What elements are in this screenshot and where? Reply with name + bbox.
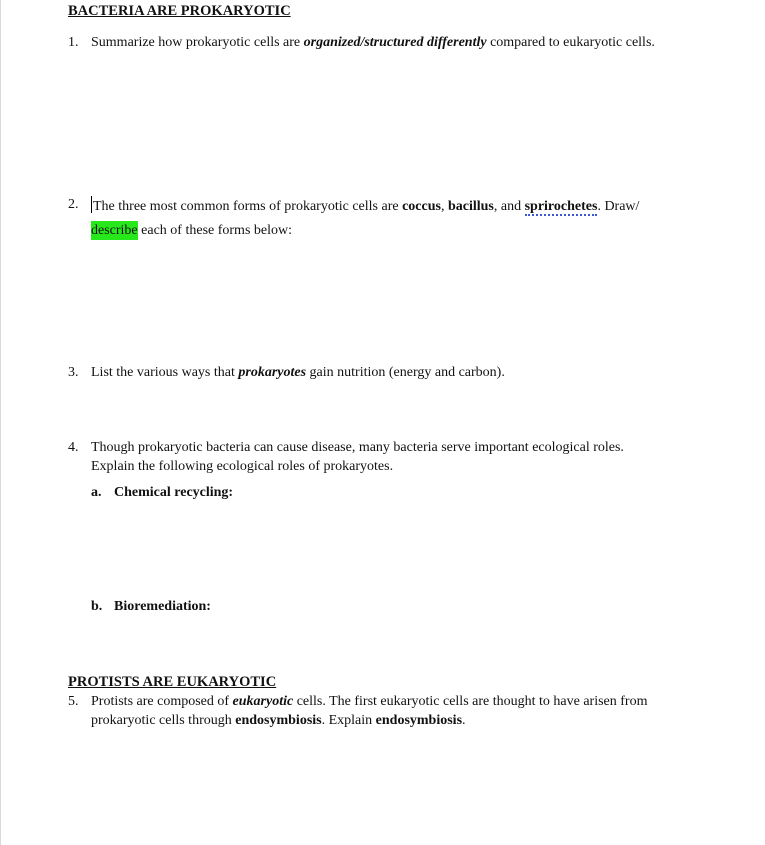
question-number: 3. — [68, 365, 79, 380]
spelling-flagged-word[interactable]: sprirochetes — [524, 199, 598, 214]
question-text: Protists are composed of eukaryotic cells. The first eukaryotic cells are thought to have arisen from prokaryotic cells through endosymbiosis. Explain endosymbiosis. — [91, 694, 648, 728]
question-number: 5. — [68, 694, 79, 709]
question-text: List the various ways that prokaryotes gain nutrition (energy and carbon). — [91, 365, 505, 380]
section-heading-protists: PROTISTS ARE EUKARYOTIC — [68, 674, 277, 690]
question-number: 4. — [68, 440, 79, 455]
question-text: Summarize how prokaryotic cells are organized/structured differently compared to eukaryotic cells. — [91, 35, 655, 50]
highlighted-word: describe — [91, 223, 138, 238]
page-left-edge — [0, 0, 1, 845]
question-number: 1. — [68, 35, 79, 50]
text-cursor — [91, 196, 92, 213]
subquestion-b: b. Bioremediation: — [91, 599, 211, 614]
question-text: Though prokaryotic bacteria can cause disease, many bacteria serve important ecological roles. Explain the following ecological roles of prokaryotes. — [91, 440, 624, 474]
question-text[interactable]: The three most common forms of prokaryotic cells are coccus, bacillus, and sprirochetes. Draw/ describe each of these forms below: — [91, 195, 701, 243]
subquestion-a: a. Chemical recycling: — [91, 485, 234, 500]
question-number: 2. — [68, 197, 79, 212]
section-heading-bacteria: BACTERIA ARE PROKARYOTIC — [68, 3, 291, 19]
